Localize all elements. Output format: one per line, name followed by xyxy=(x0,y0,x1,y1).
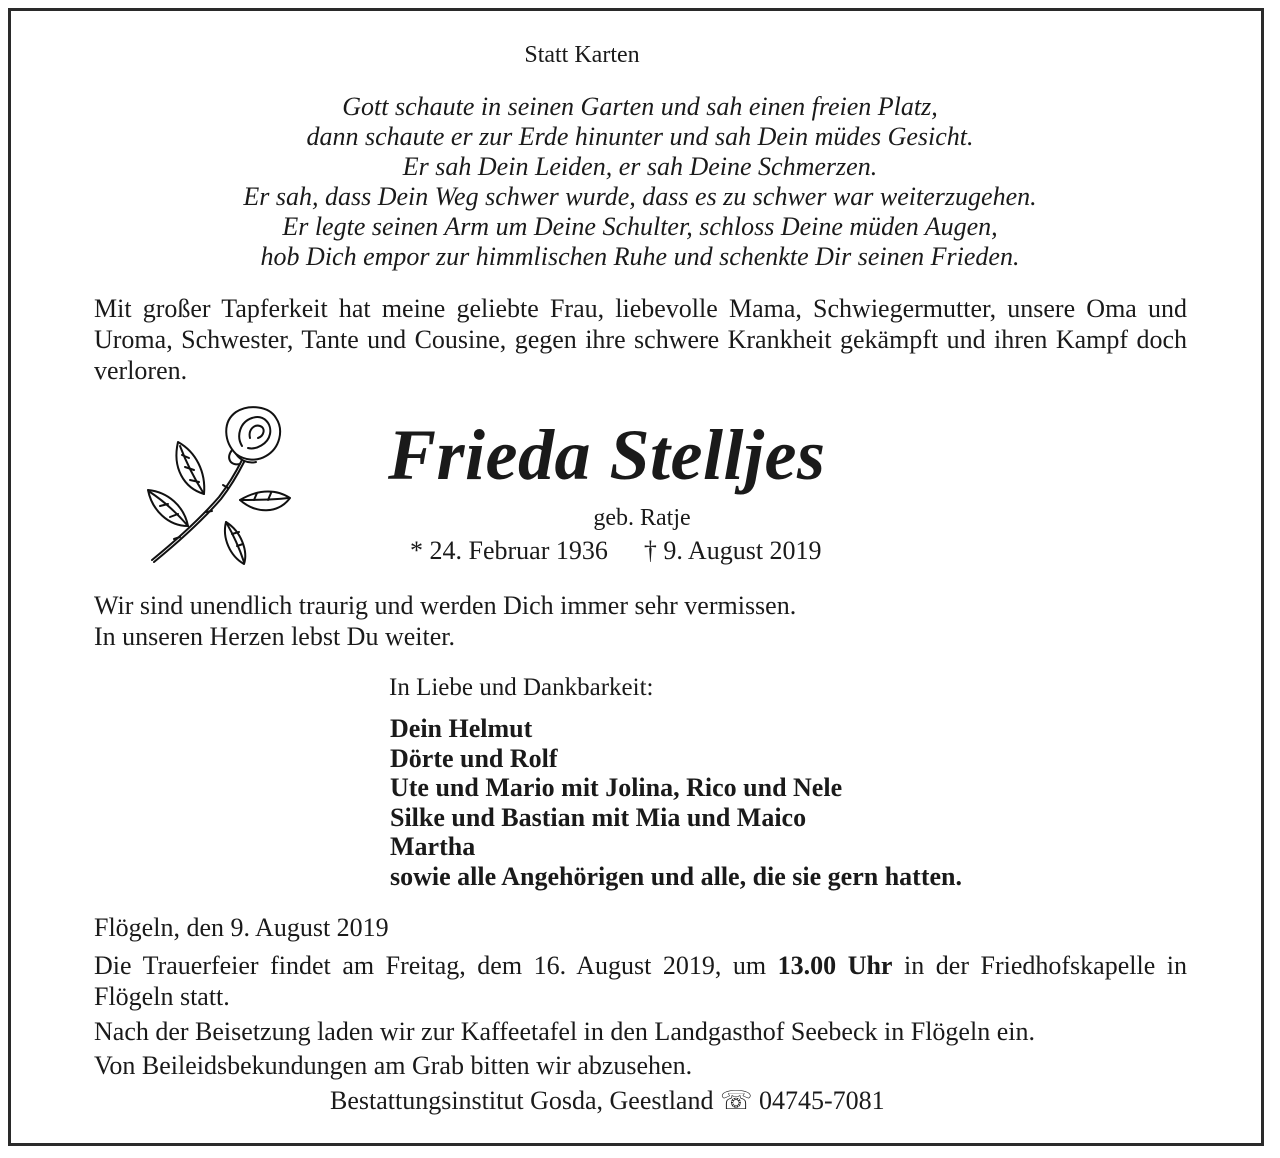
header-label: Statt Karten xyxy=(524,42,640,68)
rose-icon xyxy=(144,402,294,567)
funeral-time: 13.00 Uhr xyxy=(777,951,893,980)
funeral-text: in der Friedhofskapelle in Flögeln statt. xyxy=(94,951,1188,1011)
mourner-name: Dein Helmut xyxy=(390,714,533,743)
condolence-note: Von Beileidsbekundungen am Grab bitten wir abzusehen. xyxy=(94,1051,693,1080)
funeral-text: Die Trauerfeier findet am Freitag, dem 16. August 2019, um xyxy=(94,951,778,980)
mourner-name: Silke und Bastian mit Mia und Maico xyxy=(390,802,807,832)
mourner-name: sowie alle Angehörigen und alle, die sie gern hatten. xyxy=(390,861,962,891)
undertaker-name: Bestattungsinstitut Gosda, Geestland xyxy=(330,1086,714,1115)
poem xyxy=(0,92,1280,272)
telephone-icon: ☏ xyxy=(719,1086,753,1115)
poem-line: dann schaute er zur Erde hinunter und sah Dein müdes Gesicht. xyxy=(306,122,974,151)
poem-line: Er legte seinen Arm um Deine Schulter, schloss Deine müden Augen, xyxy=(282,212,998,241)
mourners-list xyxy=(390,714,962,892)
funeral-info xyxy=(94,950,1187,1012)
birth-name: geb. Ratje xyxy=(593,505,691,531)
mourners-intro: In Liebe und Dankbarkeit: xyxy=(389,674,654,701)
undertaker-line xyxy=(330,1086,885,1116)
coffee-info: Nach der Beisetzung laden wir zur Kaffeetafel in den Landgasthof Seebeck in Flögeln ein. xyxy=(94,1017,1035,1046)
mourner-name: Martha xyxy=(390,832,476,862)
life-dates xyxy=(410,536,822,566)
poem-line: Er sah Dein Leiden, er sah Deine Schmerzen. xyxy=(402,152,878,181)
poem-line: Gott schaute in seinen Garten und sah einen freien Platz, xyxy=(342,92,938,121)
grief-line: Wir sind unendlich traurig und werden Dich immer sehr vermissen. xyxy=(94,591,797,620)
deceased-name: Frieda Stelljes xyxy=(388,415,826,495)
grief-line: In unseren Herzen lebst Du weiter. xyxy=(94,622,455,651)
phone-number: 04745-7081 xyxy=(758,1086,885,1115)
intro-paragraph: Mit großer Tapferkeit hat meine geliebte Frau, liebevolle Mama, Schwiegermutter, unsere Oma und Uroma, Schwester, Tante und Cousine, gegen ihre schwere Krankheit gekämpft und ihren Kampf doch verloren. xyxy=(94,294,1187,385)
death-date: † 9. August 2019 xyxy=(643,536,822,565)
grief-text xyxy=(94,590,796,652)
poem-line: Er sah, dass Dein Weg schwer wurde, dass es zu schwer war weiterzugehen. xyxy=(243,182,1037,211)
birth-date: * 24. Februar 1936 xyxy=(410,536,608,565)
poem-line: hob Dich empor zur himmlischen Ruhe und schenkte Dir seinen Frieden. xyxy=(260,242,1020,271)
place-date: Flögeln, den 9. August 2019 xyxy=(94,913,389,942)
mourner-name: Dörte und Rolf xyxy=(390,743,558,773)
mourner-name: Ute und Mario mit Jolina, Rico und Nele xyxy=(390,773,843,803)
